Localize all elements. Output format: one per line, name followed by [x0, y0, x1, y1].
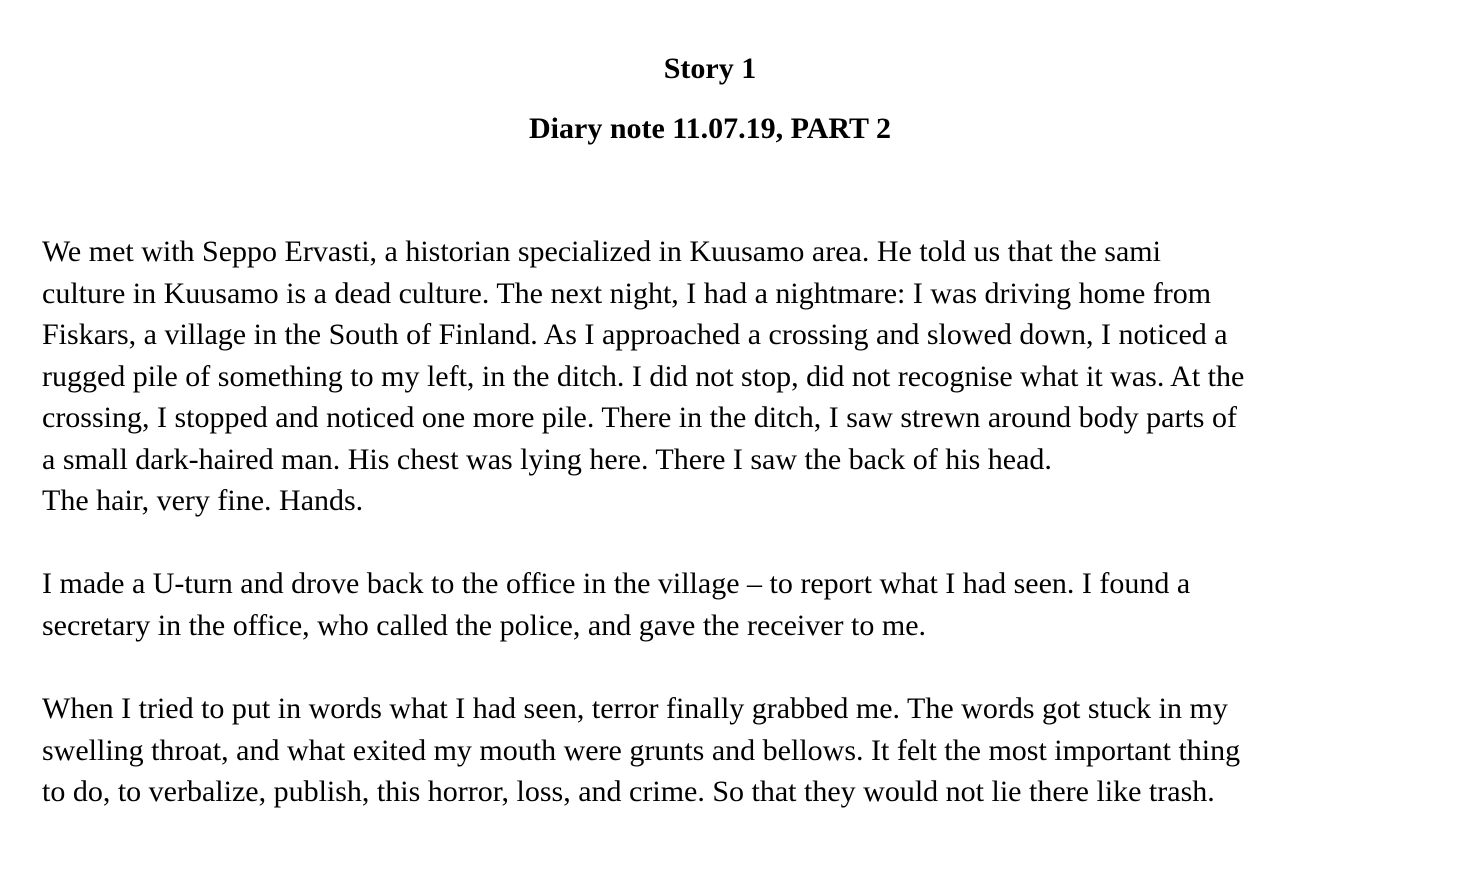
paragraph-line: culture in Kuusamo is a dead culture. The next night, I had a nightmare: I was driving home from — [42, 276, 1212, 310]
paragraph-line: The hair, very fine. Hands. — [42, 484, 364, 517]
paragraph-line: crossing, I stopped and noticed one more pile. There in the ditch, I saw strewn around body parts of — [42, 401, 1237, 434]
paragraph-line: When I tried to put in words what I had seen, terror finally grabbed me. The words got stuck in my — [42, 692, 1228, 725]
paragraph-2 — [42, 563, 1432, 646]
paragraph-line: a small dark-haired man. His chest was lying here. There I saw the back of his head. — [42, 442, 1052, 476]
paragraph-line: We met with Seppo Ervasti, a historian specialized in Kuusamo area. He told us that the sami — [42, 235, 1161, 268]
paragraph-line: swelling throat, and what exited my mouth were grunts and bellows. It felt the most important thing — [42, 733, 1241, 767]
paragraph-line: to do, to verbalize, publish, this horror, loss, and crime. So that they would not lie there like trash. — [42, 775, 1215, 808]
story-title: Story 1 — [663, 52, 757, 85]
paragraph-line: I made a U-turn and drove back to the office in the village – to report what I had seen. I found a — [42, 567, 1191, 600]
paragraph-line: Fiskars, a village in the South of Finland. As I approached a crossing and slowed down, I noticed a — [42, 318, 1228, 351]
diary-note-subtitle: Diary note 11.07.19, PART 2 — [529, 112, 891, 145]
paragraph-line: rugged pile of something to my left, in the ditch. I did not stop, did not recognise what it was. At the — [42, 359, 1245, 393]
paragraph-1 — [42, 231, 1432, 522]
paragraph-line: secretary in the office, who called the police, and gave the receiver to me. — [42, 608, 927, 642]
paragraph-3 — [42, 688, 1432, 813]
